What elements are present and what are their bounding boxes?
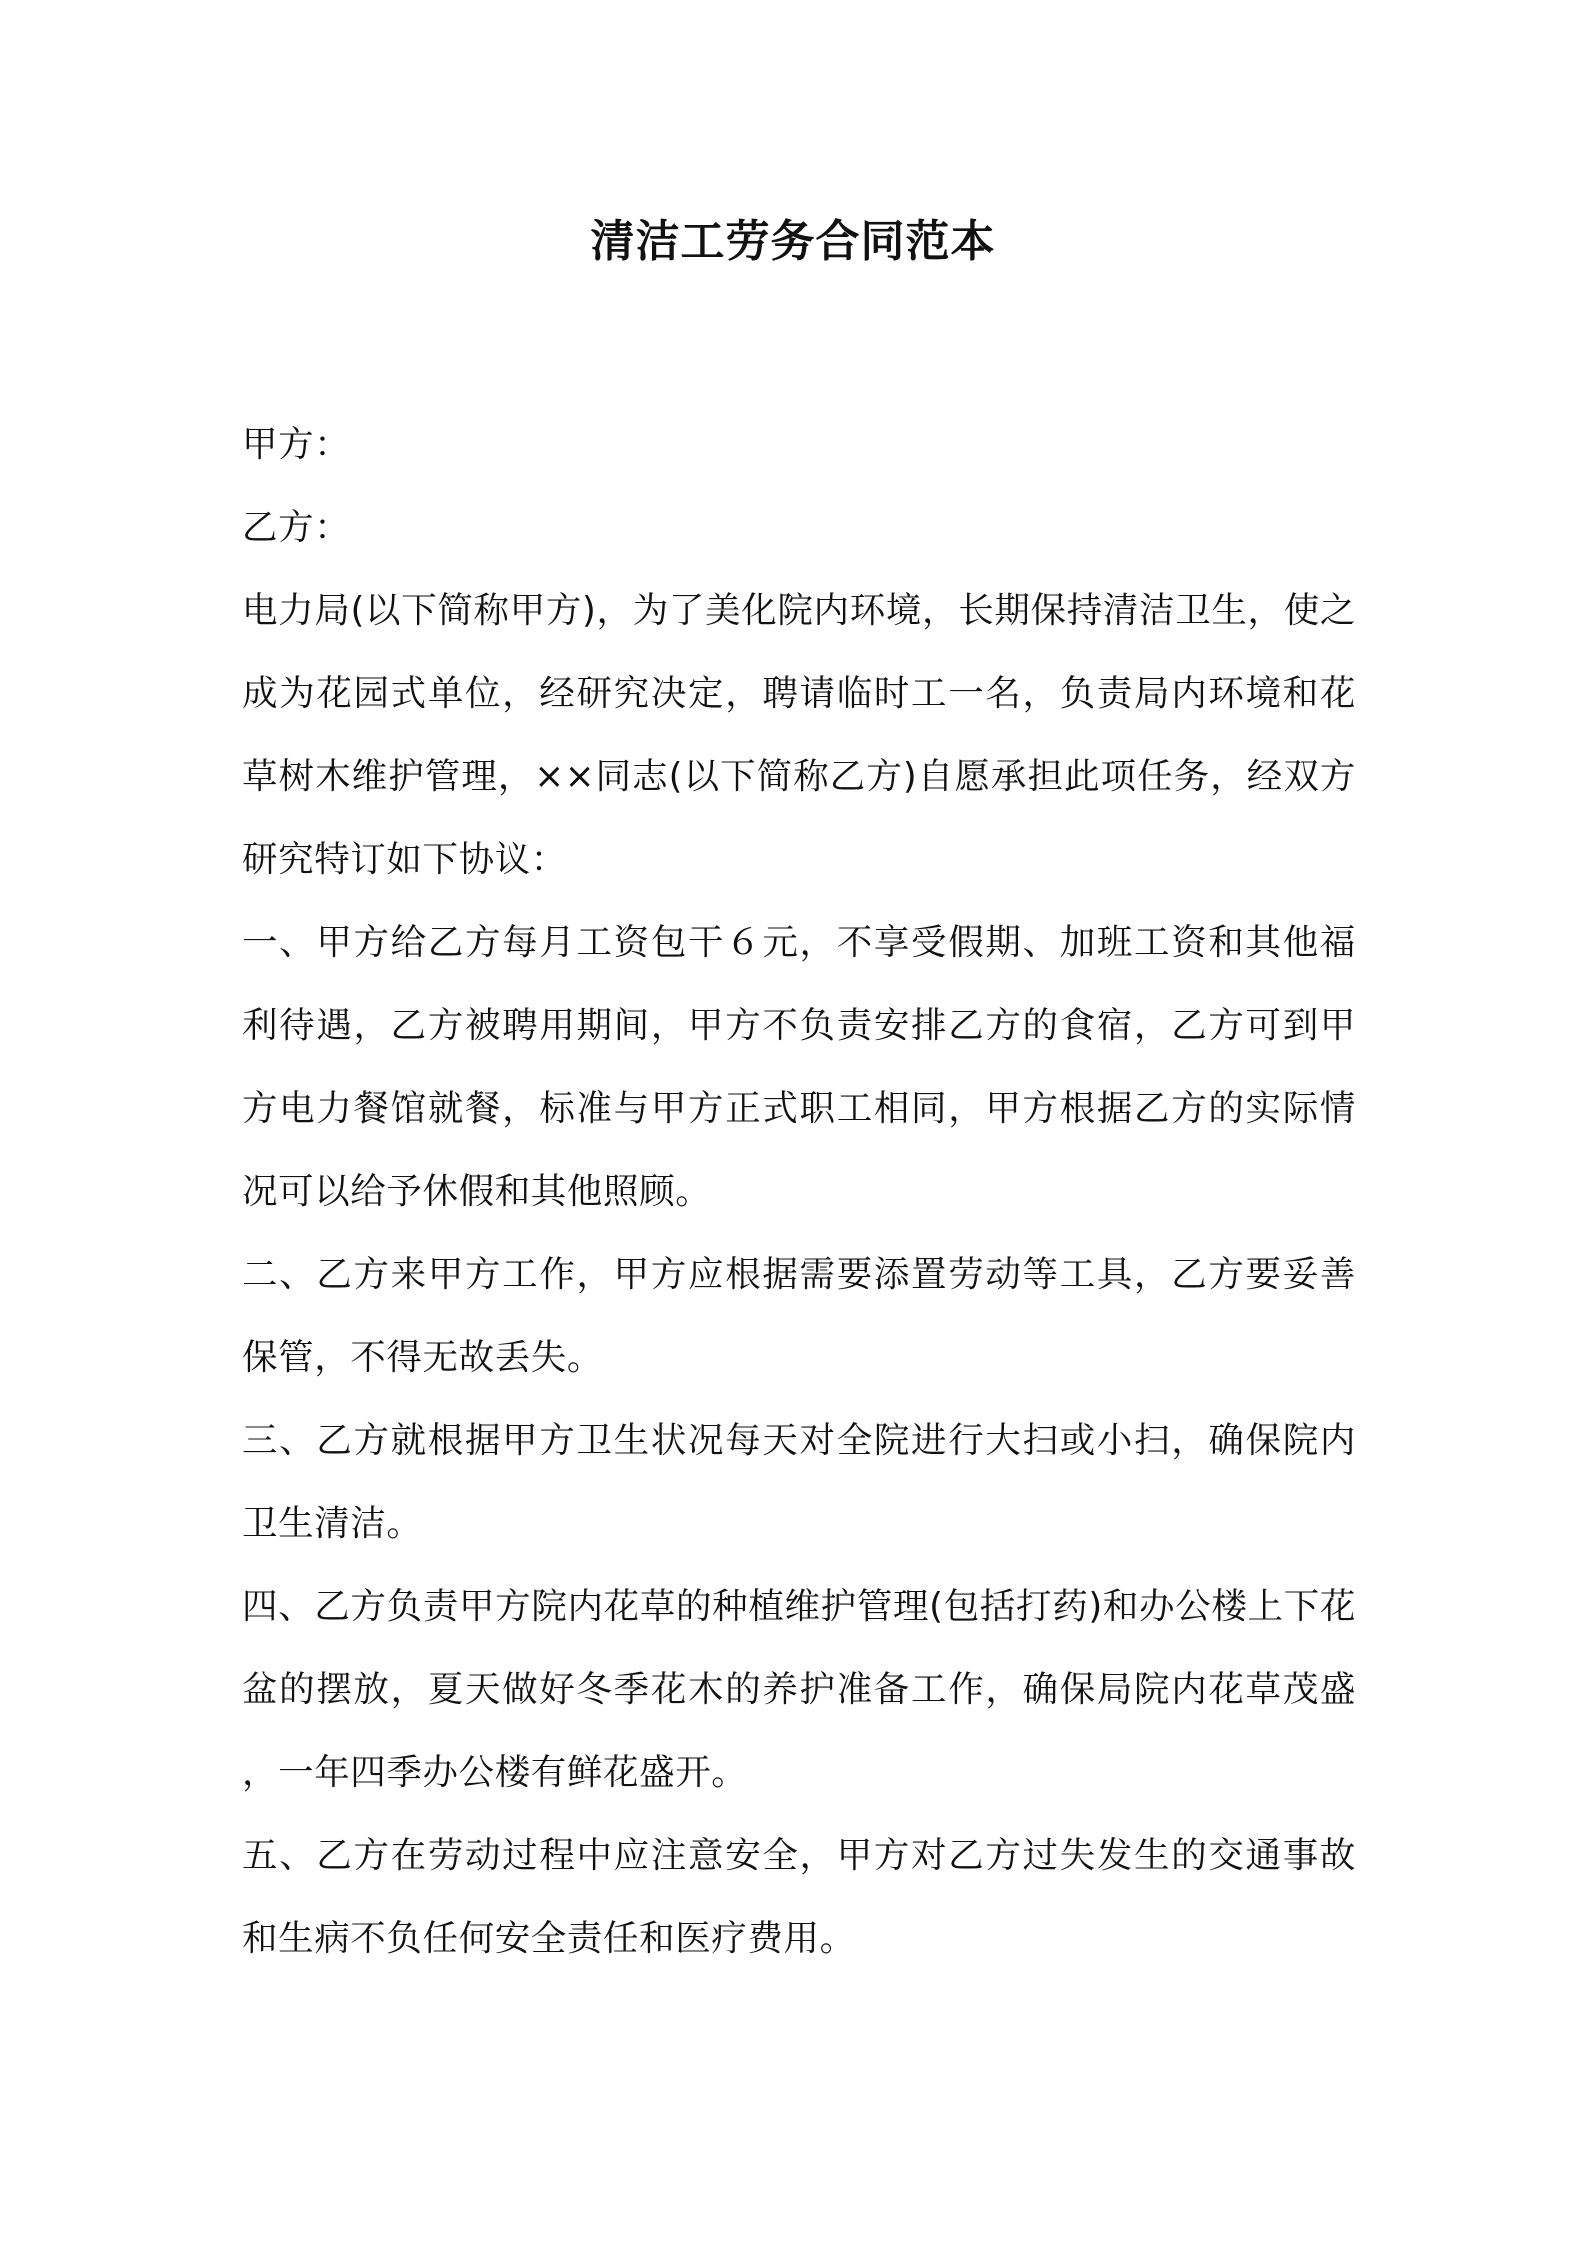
party-b-line: 乙方： — [242, 507, 351, 548]
clause-3-paragraph: 三、乙方就根据甲方卫生状况每天对全院进行大扫或小扫，确保院内卫生清洁。 — [242, 1420, 1356, 1544]
clause-5-paragraph: 五、乙方在劳动过程中应注意安全，甲方对乙方过失发生的交通事故和生病不负任何安全责任和医疗费用。 — [242, 1835, 1356, 1959]
party-a-line: 甲方： — [242, 424, 351, 465]
clause-4-paragraph: 四、乙方负责甲方院内花草的种植维护管理(包括打药)和办公楼上下花盆的摆放，夏天做好冬季花木的养护准备工作，确保局院内花草茂盛，一年四季办公楼有鲜花盛开。 — [242, 1586, 1356, 1793]
document-body — [242, 403, 1356, 1980]
preamble-paragraph: 电力局(以下简称甲方)，为了美化院内环境，长期保持清洁卫生，使之成为花园式单位，经研究决定，聘请临时工一名，负责局内环境和花草树木维护管理，××同志(以下简称乙方)自愿承担此项任务，经双方研究特订如下协议： — [242, 590, 1356, 880]
clause-1-paragraph: 一、甲方给乙方每月工资包干６元，不享受假期、加班工资和其他福利待遇，乙方被聘用期间，甲方不负责安排乙方的食宿，乙方可到甲方电力餐馆就餐，标准与甲方正式职工相同，甲方根据乙方的实际情况可以给予休假和其他照顾。 — [242, 922, 1356, 1212]
document-title: 清洁工劳务合同范本 — [590, 216, 996, 267]
clause-2-paragraph: 二、乙方来甲方工作，甲方应根据需要添置劳动等工具，乙方要妥善保管，不得无故丢失。 — [242, 1254, 1356, 1378]
